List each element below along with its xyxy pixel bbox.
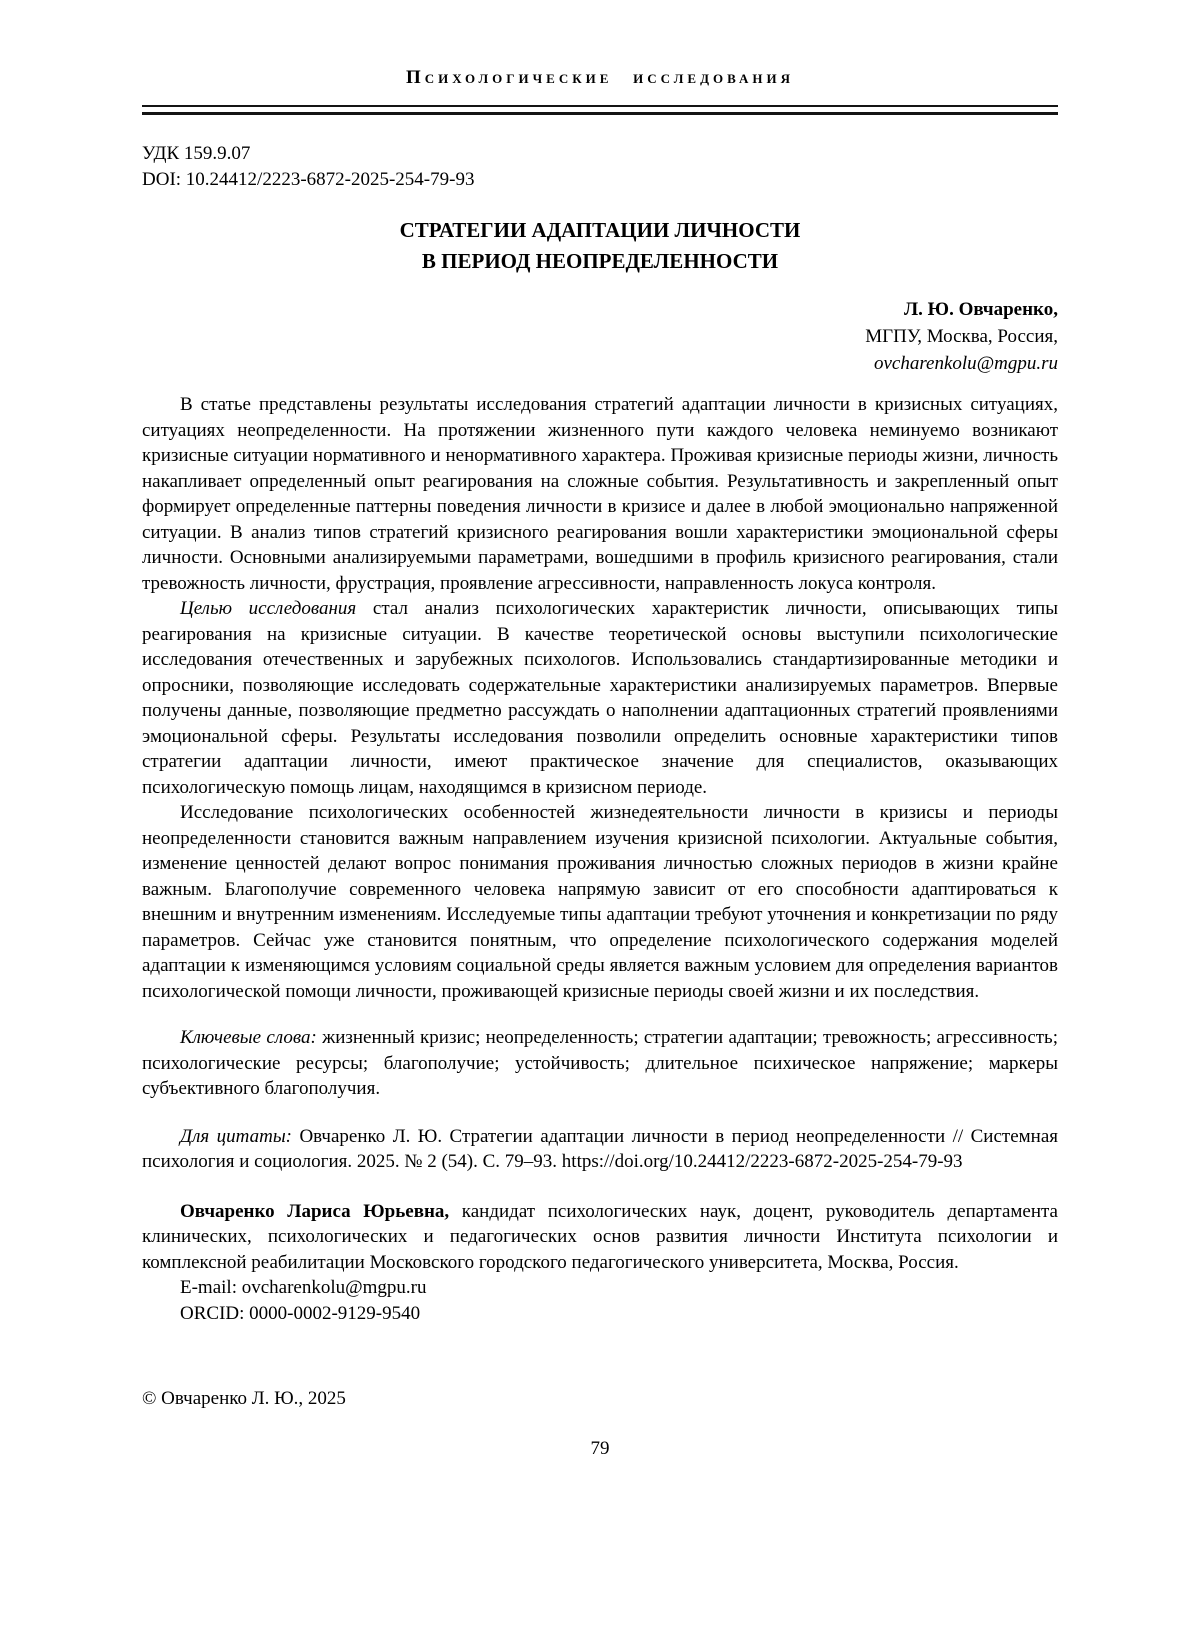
citation-label: Для цитаты: — [180, 1125, 293, 1147]
header-divider-rule — [142, 105, 1058, 115]
author-bio-text: кандидат психологических наук, доцент, руководитель департамента клинических, психологических и педагогических основ развития личности Института психологии и комплексной реабилитации Московского городского педагогического университета, Москва, Россия. — [142, 1200, 1058, 1273]
article-title-line1: СТРАТЕГИИ АДАПТАЦИИ ЛИЧНОСТИ — [399, 218, 801, 242]
udk-code: УДК 159.9.07 — [142, 143, 251, 164]
citation-text: Овчаренко Л. Ю. Стратегии адаптации личности в период неопределенности // Системная психология и социология. 2025. № 2 (54). С. 79–93. https://doi.org/10.24412/2223-6872-2025-254-79-93 — [142, 1125, 1058, 1172]
article-title — [142, 215, 1058, 277]
abstract — [142, 392, 1058, 1004]
abstract-paragraph-2-rest: стал анализ психологических характеристик личности, описывающих типы реагирования на кризисные ситуации. В качестве теоретической основы выступили психологические исследования отечественных и зарубежных психологов. Использовались стандартизированные методики и опросники, позволяющие исследовать содержательные характеристики анализируемых параметров. Впервые получены данные, позволяющие предметно рассуждать о наполнении адаптационных стратегий проявлениями эмоциональной сферы. Результаты исследования позволили определить основные характеристики типов стратегии адаптации личности, имеют практическое значение для специалистов, оказывающих психологическую помощь лицам, находящимся в кризисном периоде. — [142, 598, 1058, 798]
copyright-notice: © Овчаренко Л. Ю., 2025 — [142, 1388, 346, 1409]
abstract-paragraph-3: Исследование психологических особенностей жизнедеятельности личности в кризисы и периоды неопределенности становится важным направлением изучения кризисной психологии. Актуальные события, изменение ценностей делают вопрос понимания проживания личностью сложных периодов в жизни крайне важным. Благополучие современного человека напрямую зависит от его способности адаптироваться к внешним и внутренним изменениям. Исследуемые типы адаптации требуют уточнения и конкретизации по ряду параметров. Сейчас уже становится понятным, что определение психологического содержания моделей адаптации к изменяющимся условиям социальной среды является важным условием для определения вариантов психологической помощи личности, проживающей кризисные периоды своей жизни и их последствия. — [142, 802, 1058, 1002]
author-bio-orcid: ORCID: 0000-0002-9129-9540 — [180, 1302, 421, 1324]
citation-paragraph — [142, 1124, 1058, 1175]
journal-section-header: Психологические исследования — [405, 67, 795, 88]
abstract-paragraph-2 — [142, 596, 1058, 800]
page-number: 79 — [590, 1438, 610, 1459]
author-bio-name: Овчаренко Лариса Юрьевна, — [180, 1200, 450, 1222]
keywords-label: Ключевые слова: — [180, 1027, 317, 1048]
author-affiliation: МГПУ, Москва, Россия, — [865, 326, 1058, 347]
author-bio-email: E-mail: ovcharenkolu@mgpu.ru — [180, 1277, 427, 1298]
author-bio-block — [142, 1199, 1058, 1327]
abstract-paragraph-1: В статье представлены результаты исследования стратегий адаптации личности в кризисных ситуациях, ситуациях неопределенности. На протяжении жизненного пути каждого человека неминуемо возникают кризисные ситуации нормативного и ненормативного характера. Проживая кризисные периоды жизни, личность накапливает определенный опыт реагирования на сложные события. Результативность и закрепленный опыт формирует определенные паттерны поведения личности в кризисе и далее в любой эмоционально напряженной ситуации. В анализ типов стратегий кризисного реагирования вошли характеристики эмоциональной сферы личности. Основными анализируемыми параметрами, вошедшими в профиль кризисного реагирования, стали тревожность личности, фрустрация, проявление агрессивности, направленность локуса контроля. — [142, 394, 1058, 594]
article-meta — [142, 141, 1058, 193]
author-name: Л. Ю. Овчаренко, — [904, 299, 1058, 320]
abstract-paragraph-2-lead: Целью исследования — [180, 598, 357, 619]
keywords-paragraph — [142, 1025, 1058, 1102]
author-block — [142, 296, 1058, 377]
author-bio-paragraph — [142, 1199, 1058, 1276]
keywords-list: жизненный кризис; неопределенность; стратегии адаптации; тревожность; агрессивность; психологические ресурсы; благополучие; устойчивость; длительное психическое напряжение; маркеры субъективного благополучия. — [142, 1027, 1058, 1099]
author-email: ovcharenkolu@mgpu.ru — [873, 353, 1058, 374]
doi-code: DOI: 10.24412/2223-6872-2025-254-79-93 — [142, 169, 475, 190]
article-title-line2: В ПЕРИОД НЕОПРЕДЕЛЕННОСТИ — [421, 249, 779, 273]
